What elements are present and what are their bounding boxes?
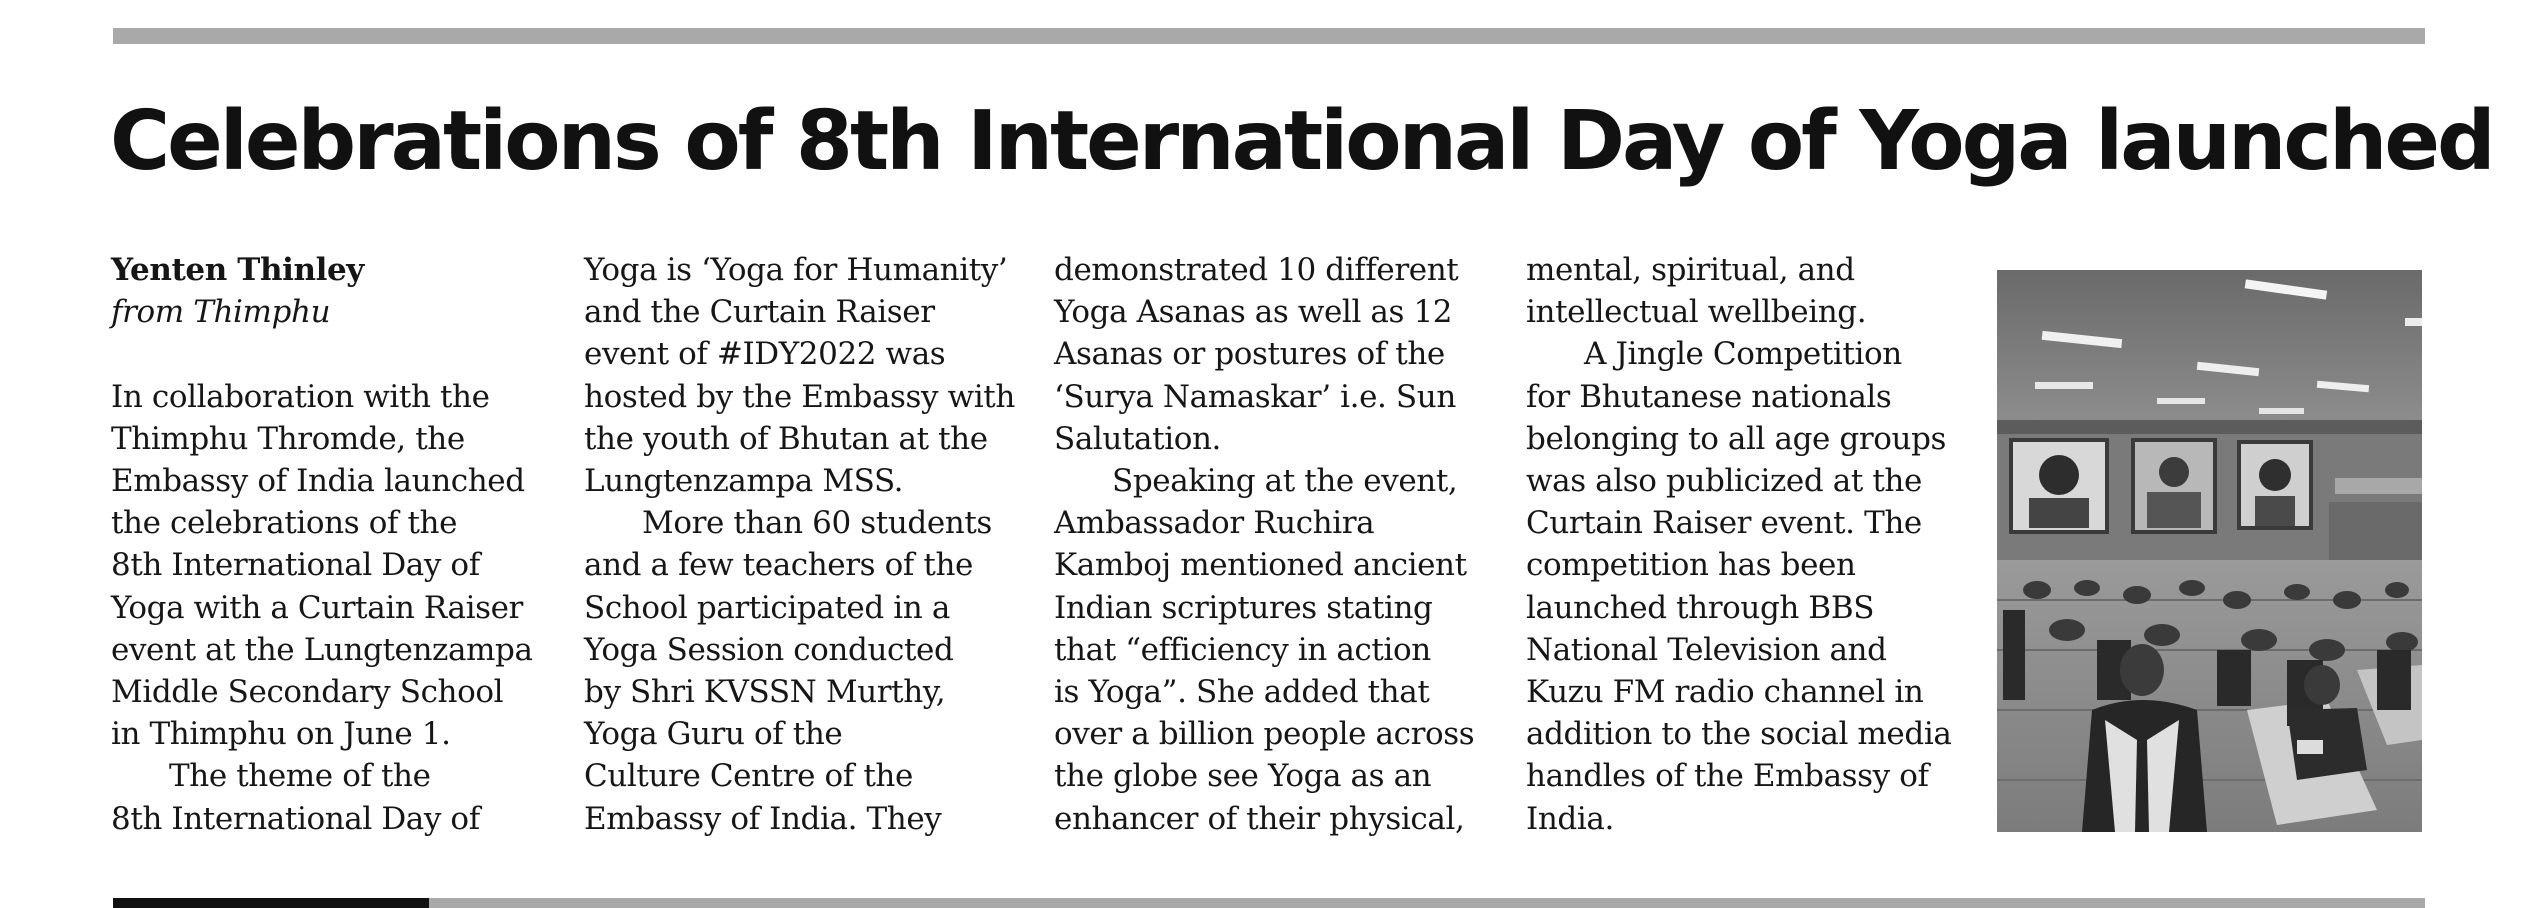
paragraph-start-line: Speaking at the event, — [1112, 463, 1458, 500]
text-line: Ambassador Ruchira — [1054, 505, 1375, 542]
text-line: the celebrations of the — [111, 505, 458, 542]
text-line: intellectual wellbeing. — [1526, 294, 1867, 331]
text-line: Kuzu FM radio channel in — [1526, 674, 1924, 711]
text-line: Yoga with a Curtain Raiser — [111, 589, 523, 626]
text-line: enhancer of their physical, — [1054, 800, 1465, 837]
text-line: Embassy of India launched — [111, 463, 525, 499]
text-line: Yoga Session conducted — [584, 631, 954, 668]
text-line: Salutation. — [1054, 420, 1221, 457]
byline-author: Yenten Thinley — [111, 252, 364, 288]
text-line: In collaboration with the — [111, 378, 490, 415]
text-line: Curtain Raiser event. The — [1526, 505, 1922, 542]
paragraph-start-line: A Jingle Competition — [1584, 336, 1902, 373]
article-column-1 — [111, 249, 551, 840]
article-column-2 — [584, 249, 1024, 840]
text-line: the globe see Yoga as an — [1054, 758, 1432, 795]
paragraph-start-line: The theme of the — [169, 758, 431, 795]
text-line: launched through BBS — [1526, 589, 1875, 626]
text-line: in Thimphu on June 1. — [111, 716, 451, 753]
headline: Celebrations of 8th International Day of Yoga launched — [110, 94, 2493, 189]
text-line: event at the Lungtenzampa — [111, 631, 533, 668]
text-line: Yoga Guru of the — [584, 716, 843, 753]
text-line: India. — [1526, 800, 1614, 837]
text-line: Embassy of India. They — [584, 800, 942, 837]
text-line: Yoga Asanas as well as 12 — [1054, 294, 1453, 331]
text-line: ‘Surya Namaskar’ i.e. Sun — [1054, 378, 1456, 415]
text-line: mental, spiritual, and — [1526, 252, 1855, 288]
text-line: Lungtenzampa MSS. — [584, 463, 904, 500]
text-line: Thimphu Thromde, the — [111, 420, 465, 457]
text-line: 8th International Day of — [111, 547, 480, 584]
text-line: is Yoga”. She added that — [1054, 674, 1430, 711]
text-line: that “efficiency in action — [1054, 631, 1431, 668]
text-line: Yoga is ‘Yoga for Humanity’ — [584, 252, 1008, 288]
paragraph-start-line: More than 60 students — [642, 505, 992, 542]
bottom-rule-accent — [113, 898, 429, 908]
text-line: Middle Secondary School — [111, 674, 504, 711]
text-line: was also publicized at the — [1526, 463, 1922, 500]
text-line: for Bhutanese nationals — [1526, 378, 1892, 415]
text-line: by Shri KVSSN Murthy, — [584, 674, 946, 711]
text-line: demonstrated 10 different — [1054, 252, 1459, 288]
text-line: and a few teachers of the — [584, 547, 973, 584]
text-line: competition has been — [1526, 547, 1856, 584]
text-line: School participated in a — [584, 589, 950, 626]
text-line: addition to the social media — [1526, 716, 1952, 753]
byline-location: from Thimphu — [111, 294, 331, 331]
article-photo — [1997, 270, 2422, 832]
article-column-4 — [1526, 249, 1966, 840]
yoga-hall-image — [1997, 270, 2422, 832]
text-line: Indian scriptures stating — [1054, 589, 1433, 626]
text-line: 8th International Day of — [111, 800, 480, 837]
top-rule — [113, 28, 2425, 44]
byline-gap — [111, 333, 551, 375]
article-column-3 — [1054, 249, 1494, 840]
text-line: the youth of Bhutan at the — [584, 420, 988, 457]
text-line: Culture Centre of the — [584, 758, 913, 795]
text-line: event of #IDY2022 was — [584, 336, 946, 373]
text-line: and the Curtain Raiser — [584, 294, 935, 331]
text-line: Asanas or postures of the — [1054, 336, 1445, 373]
text-line: National Television and — [1526, 631, 1887, 668]
text-line: Kamboj mentioned ancient — [1054, 547, 1467, 584]
text-line: handles of the Embassy of — [1526, 758, 1929, 795]
text-line: hosted by the Embassy with — [584, 378, 1015, 415]
text-line: over a billion people across — [1054, 716, 1475, 753]
bottom-rule — [113, 898, 2425, 908]
text-line: belonging to all age groups — [1526, 420, 1947, 457]
